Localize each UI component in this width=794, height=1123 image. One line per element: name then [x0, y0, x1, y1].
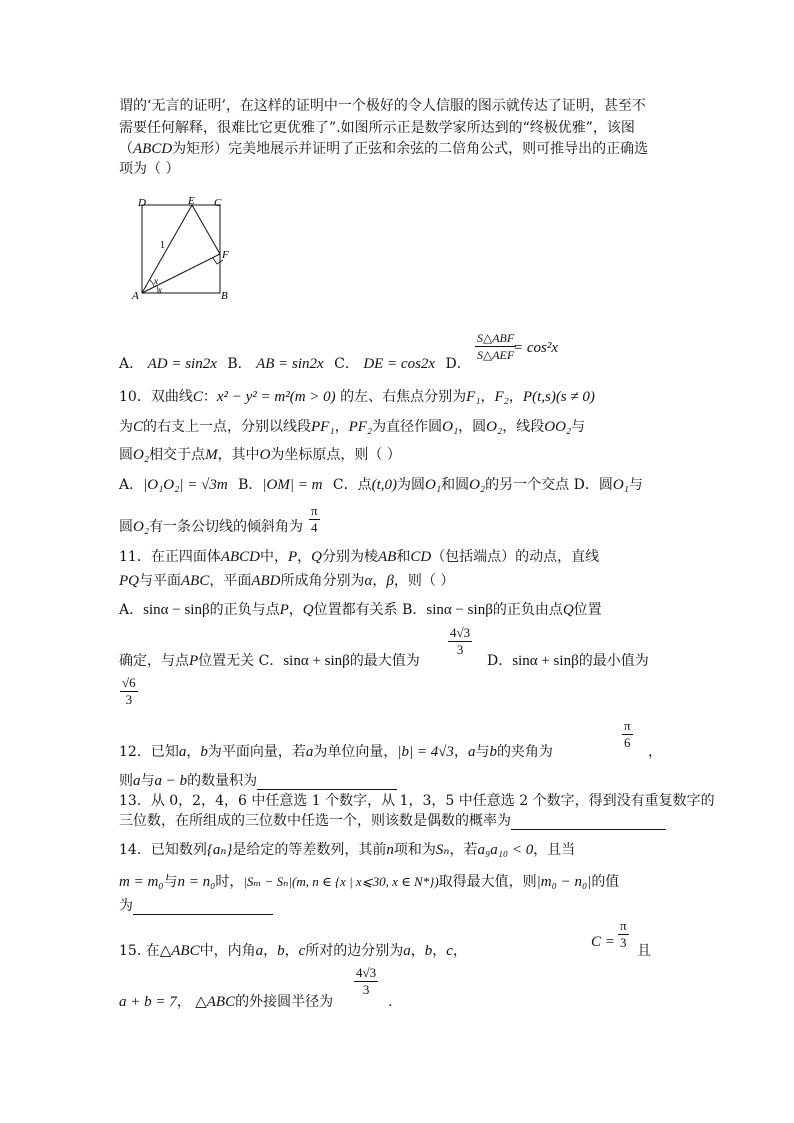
math: Q — [302, 602, 314, 618]
math: P — [189, 653, 199, 669]
text: ，若 — [449, 842, 478, 858]
text: 有一条公切线的倾斜角为 — [149, 519, 304, 535]
numerator: 4√3 — [356, 965, 377, 980]
denominator: 3 — [620, 935, 627, 950]
text: ， — [288, 602, 303, 618]
option-label: A． — [119, 356, 144, 372]
fraction-root6-over-3 — [120, 675, 138, 708]
label-a: A — [132, 290, 139, 302]
text: 位置都有关系 — [313, 602, 398, 618]
text: 为单位向量， — [313, 744, 398, 760]
text: 14．已知数列 — [119, 842, 207, 858]
text: 三位数，在所组成的三位数中任选一个，则该数是偶数的概率为 — [119, 813, 511, 829]
text: 位置无关 — [198, 653, 255, 669]
math: Sₙ — [435, 842, 450, 858]
text: D． — [487, 653, 513, 669]
q14-line-2 — [119, 873, 619, 891]
text: 项为（ ） — [119, 161, 180, 177]
math: O₂ — [133, 519, 150, 535]
fraction-4root3-over-3 — [354, 965, 378, 998]
math: a — [255, 943, 264, 959]
q11-option-d — [487, 652, 649, 670]
text: 为 — [119, 419, 133, 435]
segment-af — [142, 254, 220, 293]
text: 13．从 0，2，4，6 中任意选 1 个数字，从 1，3，5 中任意选 2 个数字，得到没有重复数字的 — [119, 793, 715, 809]
q11-line-2 — [119, 572, 454, 590]
text: （ — [119, 141, 133, 157]
q13-line-2 — [119, 812, 666, 830]
math: sinα − sinβ — [426, 602, 493, 618]
text: C． — [258, 653, 284, 669]
text: 时， — [215, 874, 244, 890]
text: 与 — [163, 874, 178, 890]
q13-line-1 — [119, 792, 715, 810]
vector-a: a — [305, 744, 314, 760]
q10-line-4 — [119, 476, 643, 494]
numerator: S△ABF — [477, 331, 515, 345]
text: 所对的边分别为 — [305, 943, 404, 959]
numerator: √6 — [122, 675, 136, 690]
math: ABCD — [133, 141, 173, 157]
q12-line-2 — [119, 772, 397, 790]
denominator: 4 — [311, 520, 318, 535]
answer-blank[interactable] — [511, 815, 666, 830]
math: a − b — [154, 773, 188, 789]
math: OO₂ — [544, 419, 572, 435]
text: 11．在正四面体 — [119, 549, 221, 565]
q9-options — [119, 355, 471, 373]
q14-line-3 — [119, 897, 273, 915]
math: O — [259, 447, 271, 463]
text: ， — [263, 943, 278, 959]
text: ， — [453, 744, 468, 760]
fraction-pi-over-6 — [622, 718, 633, 751]
text: 的最大值为 — [349, 653, 420, 669]
math: O₂ — [133, 447, 150, 463]
math: m = m₀ — [119, 874, 164, 890]
text: 所成角分别为 — [280, 573, 365, 589]
math: |Sₘ − Sₙ|(m, n ∈ {x | x⩽30, x ∈ N*}) — [243, 874, 439, 889]
option-d-rhs — [513, 339, 558, 357]
text: 位置 — [573, 602, 602, 618]
math: O₁ — [612, 477, 629, 493]
math: O₂ — [486, 419, 503, 435]
text: 中，内角 — [199, 943, 256, 959]
vector-a: a — [178, 744, 187, 760]
q10-line-1 — [119, 388, 595, 406]
option-label: D． — [445, 356, 471, 372]
math: a + b = 7 — [119, 994, 177, 1010]
option-b: AB = sin2x — [256, 356, 324, 372]
q15-line-1 — [119, 942, 467, 960]
vector-a: a — [467, 744, 476, 760]
q14-line-1 — [119, 841, 575, 859]
text: 分别为棱 — [322, 549, 379, 565]
text: 圆 — [119, 519, 133, 535]
numerator: π — [620, 918, 627, 933]
label-x: x — [158, 285, 162, 295]
math: △ABC — [159, 943, 200, 959]
text: 为坐标原点，则（ ） — [270, 447, 401, 463]
math: △ABC — [195, 994, 236, 1010]
denominator: 3 — [456, 642, 464, 657]
math: P(t,s)(s ≠ 0) — [522, 389, 595, 405]
intro-line-4 — [119, 160, 179, 178]
math: α — [364, 573, 373, 589]
math: n — [386, 842, 394, 858]
q10-line-2 — [119, 418, 585, 436]
text: 的正负由点 — [492, 602, 563, 618]
q12-line-1 — [119, 743, 553, 761]
math: O₁ — [425, 477, 442, 493]
math: (t,0) — [371, 477, 398, 493]
label-x: x — [154, 276, 158, 286]
q15-line-2 — [119, 993, 333, 1011]
math: x² − y² = m²(m > 0) — [216, 389, 336, 405]
math: ABCD — [220, 549, 260, 565]
math: a₉a₁₀ < 0 — [477, 842, 534, 858]
math: AB — [378, 549, 397, 565]
math: |OM| = m — [262, 477, 323, 493]
label-d: D — [138, 197, 146, 209]
text: ， — [334, 419, 349, 435]
text: 项和为 — [393, 842, 436, 858]
text: 与平面 — [139, 573, 181, 589]
text: ，平面 — [209, 573, 252, 589]
math: |b| = 4√3 — [397, 744, 454, 760]
text: ， — [372, 573, 387, 589]
math: C = — [591, 934, 615, 950]
text: A． — [119, 477, 144, 493]
text: 12．已知 — [119, 744, 179, 760]
option-label: B． — [227, 356, 252, 372]
q15-period — [388, 993, 392, 1011]
math: Q — [562, 602, 574, 618]
q15-C-eq — [591, 933, 615, 951]
label-f: F — [222, 249, 229, 261]
fraction-4root3-over-3 — [448, 625, 472, 658]
math: sinα + sinβ — [512, 653, 579, 669]
text: 与 — [140, 773, 155, 789]
text: ， — [648, 744, 662, 760]
math: n = n₀ — [177, 874, 216, 890]
text: D．圆 — [573, 477, 613, 493]
text: ： — [202, 389, 217, 405]
label-c: C — [214, 197, 222, 209]
numerator: π — [624, 718, 631, 733]
label-e: E — [188, 196, 195, 207]
math: F₁ — [466, 389, 481, 405]
math: {aₙ} — [206, 842, 233, 858]
label-b: B — [221, 290, 228, 302]
text: ，线段 — [502, 419, 545, 435]
math: |O₁O₂| = √3m — [143, 477, 228, 493]
math: PF₁ — [311, 419, 335, 435]
math: ABD — [251, 573, 281, 589]
intro-line-3 — [119, 140, 648, 158]
math: |m₀ − n₀| — [536, 874, 592, 890]
text: 为矩形）完美地展示并证明了正弦和余弦的二倍角公式，则可推导出的正确选 — [172, 141, 649, 157]
text: 的外接圆半径为 — [235, 994, 334, 1010]
math: F₂ — [494, 389, 509, 405]
text: 和圆 — [441, 477, 470, 493]
q10-line-3 — [119, 446, 401, 464]
intro-line-1 — [119, 97, 646, 115]
text: 和 — [396, 549, 411, 565]
math: PQ — [119, 573, 139, 589]
fraction-pi-over-3 — [618, 918, 629, 951]
text: 的左、右焦点分别为 — [340, 389, 467, 405]
text: 且 — [637, 943, 651, 959]
text: ，且当 — [533, 842, 576, 858]
text: ， — [186, 744, 201, 760]
option-c: DE = cos2x — [363, 356, 436, 372]
math: sinα − sinβ — [143, 602, 210, 618]
math: P — [279, 602, 289, 618]
q15-and — [637, 942, 651, 960]
q11-line-4 — [119, 652, 420, 670]
text: 中， — [260, 549, 288, 565]
math: a — [403, 943, 411, 959]
denominator: 3 — [362, 982, 370, 997]
vector-b: b — [200, 744, 208, 760]
text: 的夹角为 — [496, 744, 553, 760]
text: 的正负与点 — [209, 602, 280, 618]
math: M — [205, 447, 218, 463]
text: ， — [508, 389, 523, 405]
math: CD — [410, 549, 432, 565]
segment-ae — [142, 205, 192, 293]
denominator: 6 — [624, 735, 631, 750]
q11-line-1 — [119, 548, 599, 566]
text: 是给定的等差数列，其前 — [232, 842, 387, 858]
denominator: S△AEF — [477, 348, 515, 362]
text: （包括端点）的动点，直线 — [431, 549, 600, 565]
math: c — [446, 943, 453, 959]
q10-line-5 — [119, 518, 303, 536]
text: ，则（ ） — [393, 573, 455, 589]
text: 则 — [119, 773, 133, 789]
option-label: C． — [334, 356, 359, 372]
text: 与 — [475, 744, 490, 760]
vector-a: a — [133, 773, 141, 789]
math: b — [277, 943, 285, 959]
math: β — [386, 573, 394, 589]
text: 的最小值为 — [578, 653, 649, 669]
option-a: AD = sin2x — [147, 356, 217, 372]
text: B． — [238, 477, 263, 493]
q12-comma — [648, 743, 662, 761]
text: 谓的‘无言的证明’，在这样的证明中一个极好的令人信服的图示就传达了证明，甚至不 — [119, 98, 646, 114]
text: C．点 — [332, 477, 372, 493]
text: ， — [297, 549, 312, 565]
text: 的右支上一点，分别以线段 — [143, 419, 312, 435]
text: A． — [119, 602, 144, 618]
math: PF₂ — [348, 419, 373, 435]
math: sinα + sinβ — [283, 653, 350, 669]
option-d-fraction — [475, 330, 516, 363]
text: 的值 — [591, 874, 620, 890]
text: 与 — [571, 419, 586, 435]
text: 10．双曲线 — [119, 389, 193, 405]
math: O₁ — [442, 419, 459, 435]
intro-line-2 — [119, 119, 635, 137]
math: C — [192, 389, 203, 405]
math: b — [424, 943, 433, 959]
text: 为圆 — [397, 477, 426, 493]
text: 与 — [628, 477, 643, 493]
text: 为平面向量，若 — [207, 744, 306, 760]
text: ， — [452, 943, 467, 959]
answer-blank[interactable] — [133, 900, 273, 915]
math: O₂ — [469, 477, 486, 493]
text: ， — [480, 389, 495, 405]
math: ABC — [181, 573, 210, 589]
text: ， — [284, 943, 299, 959]
text: 15. 在 — [119, 943, 160, 959]
text: 的数量积为 — [187, 773, 258, 789]
text: 的另一个交点 — [485, 477, 570, 493]
text: ， — [432, 943, 447, 959]
math: c — [298, 943, 306, 959]
math: = cos²x — [513, 340, 559, 356]
text: ，圆 — [458, 419, 487, 435]
vector-b: b — [489, 744, 497, 760]
text: 确定，与点 — [119, 653, 189, 669]
math: Q — [311, 549, 323, 565]
fraction-pi-over-4 — [309, 503, 320, 536]
numerator: π — [311, 503, 318, 518]
text: ， — [176, 994, 191, 1010]
denominator: 3 — [125, 692, 133, 707]
numerator: 4√3 — [450, 625, 471, 640]
segment-ef — [192, 205, 220, 254]
text: 取得最大值，则 — [438, 874, 537, 890]
rectangle-figure — [128, 196, 238, 306]
text: 圆 — [119, 447, 133, 463]
text: . — [388, 994, 393, 1010]
text: B． — [402, 602, 427, 618]
math: P — [288, 549, 298, 565]
text: 为 — [119, 898, 133, 914]
text: ，其中 — [217, 447, 260, 463]
math: C — [133, 419, 144, 435]
text: 相交于点 — [149, 447, 206, 463]
answer-blank[interactable] — [257, 775, 397, 790]
label-1: 1 — [160, 240, 165, 251]
text: ， — [410, 943, 425, 959]
text: 需要任何解释，很难比它更优雅了”.如图所示正是数学家所达到的“终极优雅”，该图 — [119, 120, 635, 136]
q11-line-3 — [119, 601, 602, 619]
text: 为直径作圆 — [372, 419, 443, 435]
